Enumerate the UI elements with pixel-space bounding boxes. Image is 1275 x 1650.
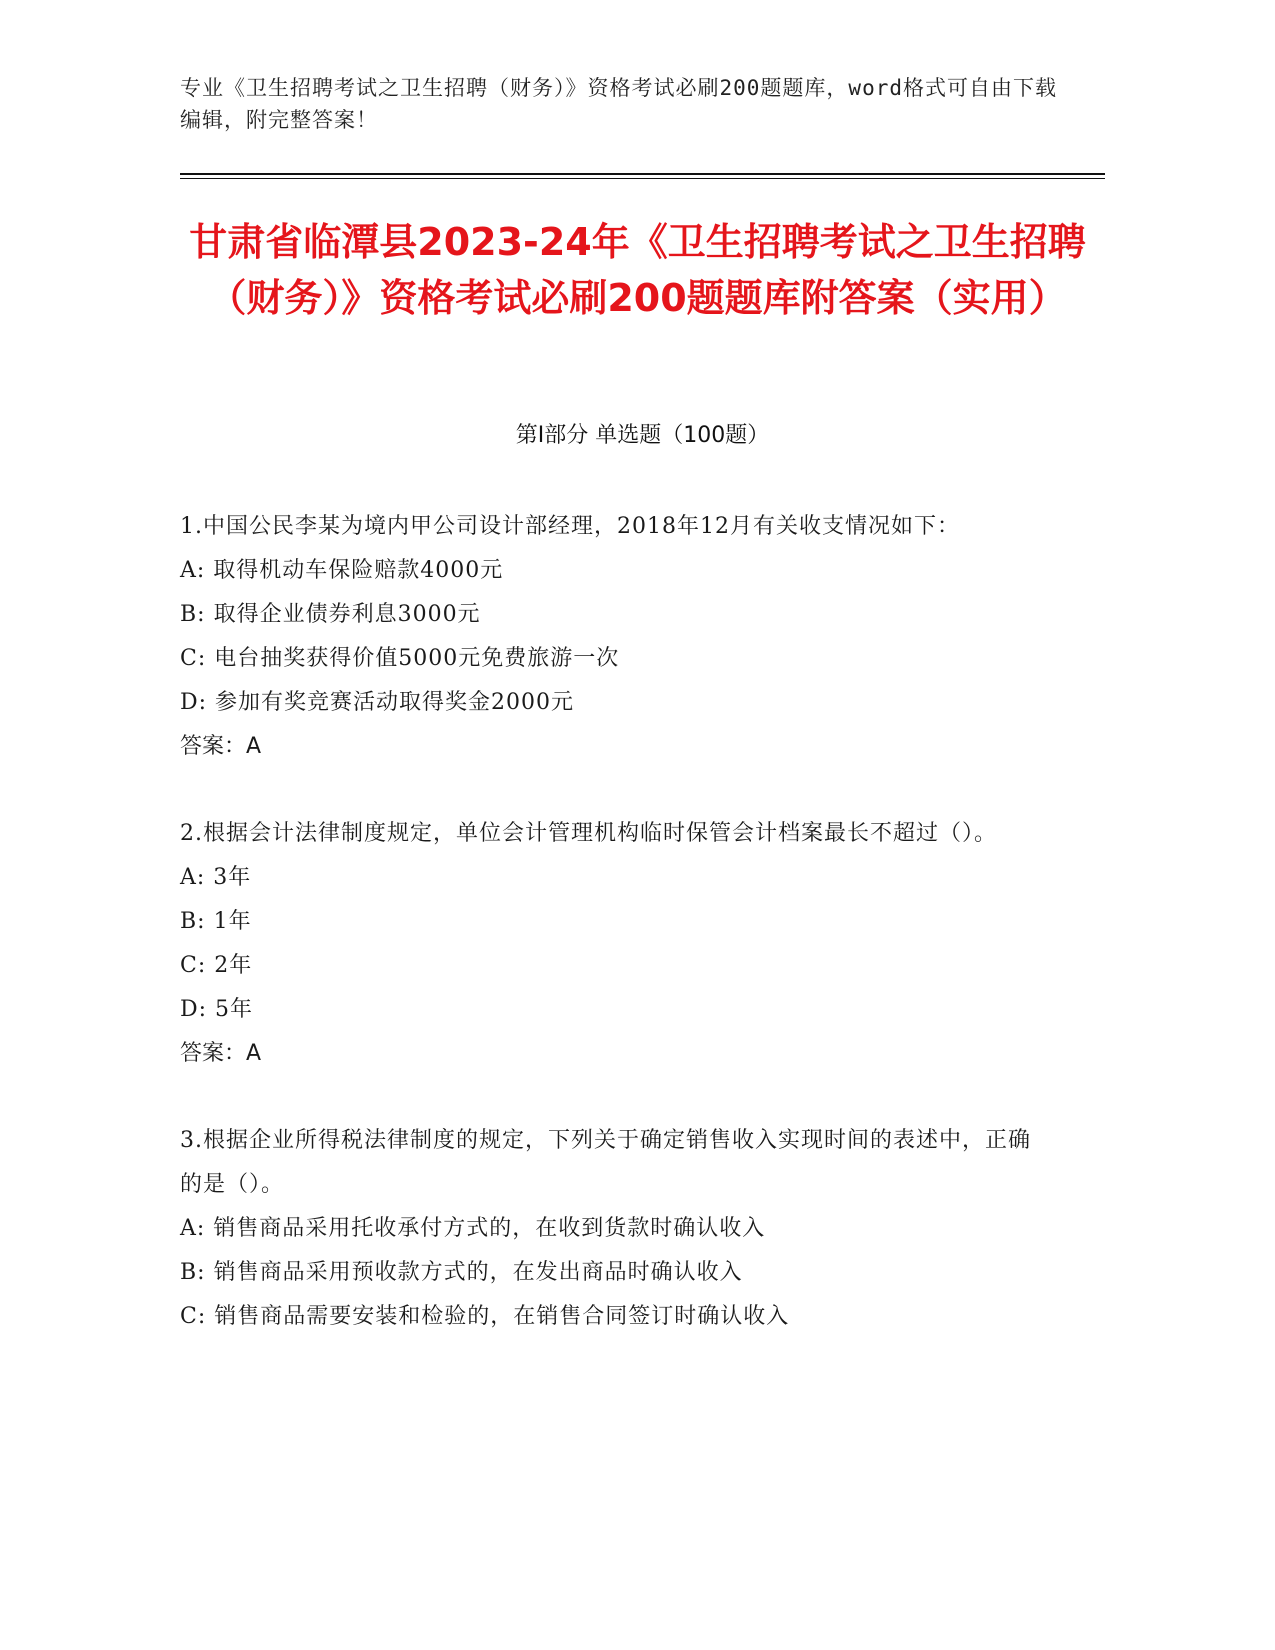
answer: 答案：A <box>180 1041 262 1066</box>
question-2 <box>180 812 1050 1076</box>
header-divider-thick <box>180 173 1105 175</box>
header-note: 专业《卫生招聘考试之卫生招聘（财务）》资格考试必刷200题题库，word格式可自由下载编辑，附完整答案！ <box>180 76 1057 132</box>
option-a: A: 3年 <box>180 865 252 890</box>
question-3 <box>180 1119 1050 1339</box>
option-d: D: 5年 <box>180 997 254 1022</box>
header-divider-thin <box>180 178 1105 179</box>
option-d: D: 参加有奖竞赛活动取得奖金2000元 <box>180 690 575 715</box>
option-a: A: 取得机动车保险赔款4000元 <box>180 558 504 583</box>
option-c: C: 2年 <box>180 953 253 978</box>
option-b: B: 销售商品采用预收款方式的，在发出商品时确认收入 <box>180 1260 743 1285</box>
question-stem: 3.根据企业所得税法律制度的规定，下列关于确定销售收入实现时间的表述中，正确的是（）。 <box>180 1128 1031 1197</box>
question-list <box>180 505 1050 1382</box>
option-c: C: 电台抽奖获得价值5000元免费旅游一次 <box>180 646 620 671</box>
answer: 答案：A <box>180 734 262 759</box>
option-b: B: 取得企业债券利息3000元 <box>180 602 481 627</box>
option-a: A: 销售商品采用托收承付方式的，在收到货款时确认收入 <box>180 1216 766 1241</box>
document-title: 甘肃省临潭县2023-24年《卫生招聘考试之卫生招聘（财务）》资格考试必刷200题题库附答案（实用） <box>189 220 1086 320</box>
question-stem: 2.根据会计法律制度规定，单位会计管理机构临时保管会计档案最长不超过（）。 <box>180 821 997 846</box>
option-c: C: 销售商品需要安装和检验的，在销售合同签订时确认收入 <box>180 1304 790 1329</box>
question-1 <box>180 505 1050 769</box>
section-heading: 第I部分 单选题（100题） <box>515 423 770 448</box>
question-stem: 1.中国公民李某为境内甲公司设计部经理，2018年12月有关收支情况如下： <box>180 514 960 539</box>
option-b: B: 1年 <box>180 909 252 934</box>
